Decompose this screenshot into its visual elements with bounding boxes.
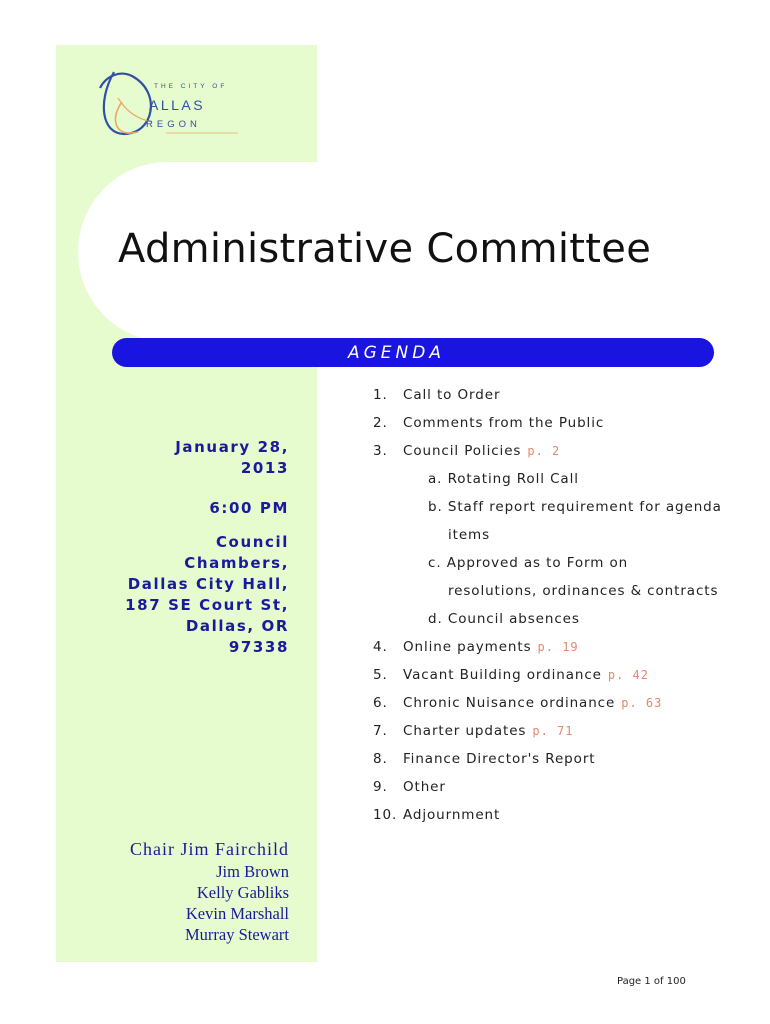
svg-text:THE CITY OF: THE CITY OF bbox=[154, 83, 228, 90]
page-number: Page 1 of 100 bbox=[617, 976, 686, 987]
svg-text:REGON: REGON bbox=[146, 119, 201, 130]
agenda-heading: AGENDA bbox=[348, 343, 445, 363]
meeting-date: January 28, 2013 bbox=[175, 438, 289, 477]
page-reference: p. 63 bbox=[621, 696, 663, 710]
agenda-subitem: b. Staff report requirement for agenda bbox=[428, 499, 722, 515]
agenda-item: 2. Comments from the Public bbox=[373, 415, 605, 431]
committee-chair: Chair Jim Fairchild bbox=[130, 839, 289, 859]
meeting-location: Council Chambers, Dallas City Hall, 187 SE Court St, Dallas, OR 97338 bbox=[125, 533, 289, 656]
agenda-item: 3. Council Policies p. 2 bbox=[373, 443, 561, 459]
agenda-subitem-continuation: resolutions, ordinances & contracts bbox=[448, 583, 719, 599]
page-reference: p. 19 bbox=[537, 640, 579, 654]
agenda-item: 9. Other bbox=[373, 779, 446, 795]
agenda-subitem: a. Rotating Roll Call bbox=[428, 471, 579, 487]
page-reference: p. 2 bbox=[527, 444, 561, 458]
agenda-item: 5. Vacant Building ordinance p. 42 bbox=[373, 667, 649, 683]
agenda-item: 6. Chronic Nuisance ordinance p. 63 bbox=[373, 695, 663, 711]
agenda-subitem-continuation: items bbox=[448, 527, 491, 543]
city-logo bbox=[92, 62, 252, 142]
committee-member: Kevin Marshall bbox=[185, 904, 289, 923]
agenda-item: 4. Online payments p. 19 bbox=[373, 639, 579, 655]
agenda-item: 10. Adjournment bbox=[373, 807, 501, 823]
meeting-time: 6:00 PM bbox=[209, 499, 289, 517]
committee-members bbox=[185, 861, 289, 945]
agenda-item: 7. Charter updates p. 71 bbox=[373, 723, 574, 739]
page-title: Administrative Committee bbox=[118, 226, 652, 272]
page-reference: p. 42 bbox=[607, 668, 649, 682]
agenda-item: 8. Finance Director's Report bbox=[373, 751, 596, 767]
svg-text:ALLAS: ALLAS bbox=[149, 97, 206, 113]
agenda-subitem: d. Council absences bbox=[428, 611, 580, 627]
page-reference: p. 71 bbox=[532, 724, 574, 738]
committee-member: Kelly Gabliks bbox=[196, 883, 289, 902]
committee-member: Murray Stewart bbox=[184, 925, 289, 944]
committee-member: Jim Brown bbox=[216, 862, 289, 881]
agenda-item: 1. Call to Order bbox=[373, 387, 501, 403]
agenda-subitem: c. Approved as to Form on bbox=[428, 555, 629, 571]
